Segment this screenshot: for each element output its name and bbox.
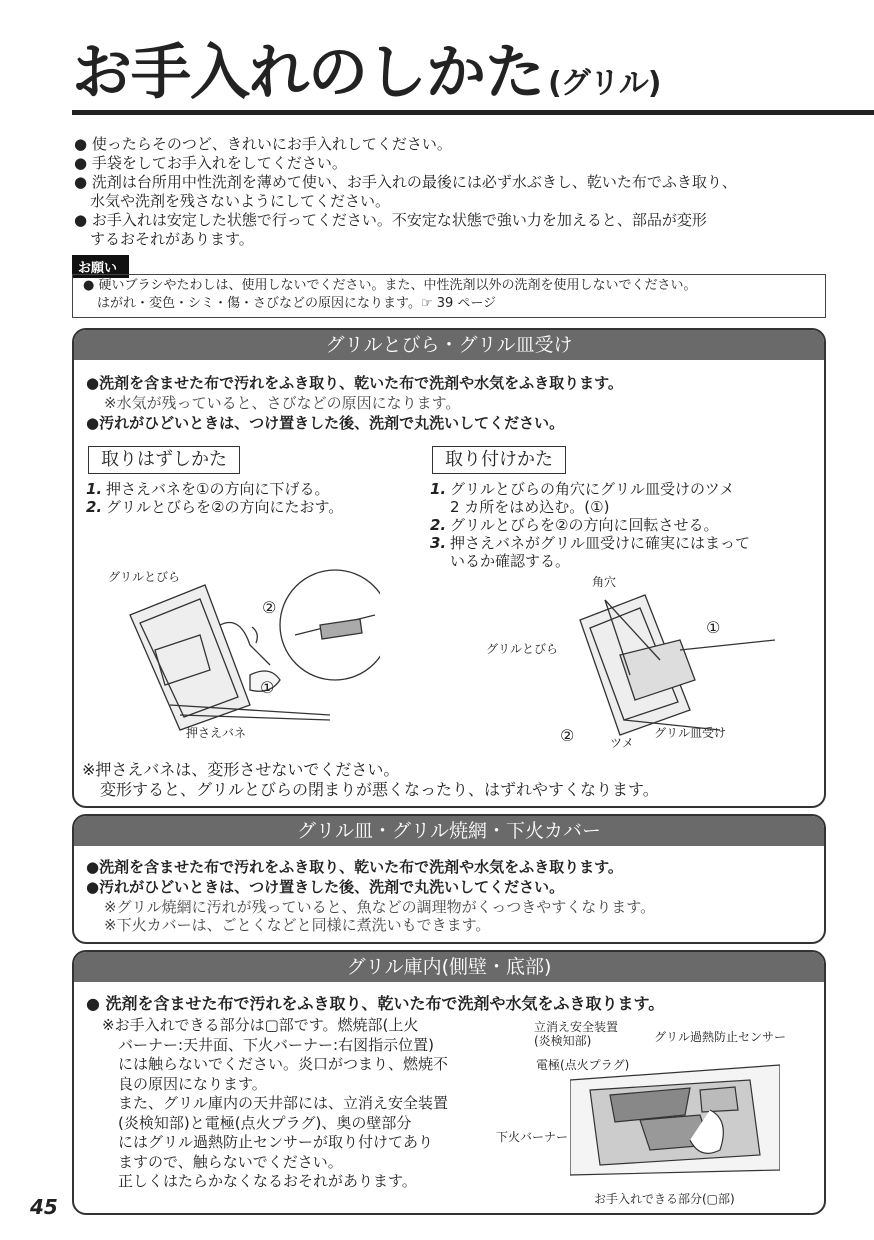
note-line: また、グリル庫内の天井部には、立消え安全装置 <box>118 1094 449 1112</box>
instruction: ●洗剤を含ませた布で汚れをふき取り、乾いた布で洗剤や水気をふき取ります。 <box>86 858 623 876</box>
note-line: ※お手入れできる部分は▢部です。燃焼部(上火 <box>102 1016 419 1034</box>
section-heading: グリルとびら・グリル皿受け <box>74 330 824 360</box>
label-door: グリルとびら <box>486 642 559 656</box>
note-line: 良の原因になります。 <box>118 1074 267 1093</box>
intro-line: ● 使ったらそのつど、きれいにお手入れしてください。 <box>74 135 452 153</box>
remove-heading: 取りはずしかた <box>88 446 240 474</box>
intro-line: ● お手入れは安定した状態で行ってください。不安定な状態で強い力を加えると、部品が変形 <box>74 211 707 229</box>
intro-list <box>74 135 854 249</box>
image-caption: お手入れできる部分(▢部) <box>594 1192 735 1206</box>
label-dir-1: ① <box>260 678 275 697</box>
footnote: ※押さえバネは、変形させないでください。 <box>82 760 400 779</box>
label-hole: 角穴 <box>592 575 617 589</box>
notice-tag: お願い <box>72 255 129 278</box>
page-number: 45 <box>30 1195 58 1219</box>
label-electrode: 電極(点火プラグ) <box>536 1058 630 1072</box>
note-line: にはグリル過熱防止センサーが取り付けてあり <box>118 1133 434 1151</box>
step: いるか確認する。 <box>450 552 571 570</box>
note-line: ますので、触らないでください。 <box>118 1152 343 1171</box>
instruction: ● 洗剤を含ませた布で汚れをふき取り、乾いた布で洗剤や水気をふき取ります。 <box>86 994 665 1013</box>
attach-steps <box>430 480 750 570</box>
notice-box <box>72 274 826 318</box>
title-rule <box>72 110 874 115</box>
label-spring: 押さえバネ <box>186 726 247 740</box>
step: 2. グリルとびらを②の方向に回転させる。 <box>430 516 719 534</box>
step: 2 カ所をはめ込む。(①) <box>450 498 610 516</box>
interior-notes <box>102 1016 448 1192</box>
instruction: ●洗剤を含ませた布で汚れをふき取り、乾いた布で洗剤や水気をふき取ります。 <box>86 374 623 392</box>
label-dir-1: ① <box>706 618 721 637</box>
caution-note: ※下火カバーは、ごとくなどと同様に煮洗いもできます。 <box>104 916 491 934</box>
label-sensor: グリル過熱防止センサー <box>654 1030 787 1044</box>
label-burner: 下火バーナー <box>496 1130 569 1144</box>
note-line: には触らないでください。炎口がつまり、燃焼不 <box>118 1055 449 1073</box>
instruction: ●汚れがひどいときは、つけ置きした後、洗剤で丸洗いしてください。 <box>86 878 565 896</box>
section-heading: グリル皿・グリル焼網・下火カバー <box>74 816 824 846</box>
instruction: ●汚れがひどいときは、つけ置きした後、洗剤で丸洗いしてください。 <box>86 414 565 432</box>
intro-line: するおそれがあります。 <box>90 230 254 248</box>
interior-illustration <box>570 1060 780 1180</box>
notice-line: ● 硬いブラシやたわしは、使用しないでください。また、中性洗剤以外の洗剤を使用しないでください。 <box>83 278 697 293</box>
notice-line: はがれ・変色・シミ・傷・さびなどの原因になります。☞ 39 ページ <box>97 296 497 311</box>
label-safety-device: 立消え安全装置 <box>534 1020 619 1034</box>
footnote: 変形すると、グリルとびらの閉まりが悪くなったり、はずれやすくなります。 <box>100 780 659 799</box>
label-claw: ツメ <box>610 736 634 750</box>
intro-line: ● 洗剤は台所用中性洗剤を薄めて使い、お手入れの最後には必ず水ぶきし、乾いた布でふき取り、 <box>74 173 737 191</box>
intro-line: 水気や洗剤を残さないようにしてください。 <box>90 192 391 210</box>
step: 1. グリルとびらの角穴にグリル皿受けのツメ <box>430 480 735 498</box>
intro-line: ● 手袋をしてお手入れをしてください。 <box>74 154 347 172</box>
note-line: 正しくはたらかなくなるおそれがあります。 <box>118 1172 417 1190</box>
step: 1. 押さえバネを①の方向に下げる。 <box>86 480 330 498</box>
section-heading: グリル庫内(側壁・底部) <box>74 952 824 982</box>
page-title: お手入れのしかた (グリル) <box>72 38 661 108</box>
caution-note: ※グリル焼網に汚れが残っていると、魚などの調理物がくっつきやすくなります。 <box>104 898 656 916</box>
label-door: グリルとびら <box>108 570 181 584</box>
note-line: (炎検知部)と電極(点火プラグ)、奥の壁部分 <box>118 1113 412 1132</box>
label-flame-detector: (炎検知部) <box>534 1034 592 1048</box>
step: 3. 押さえバネがグリル皿受けに確実にはまって <box>430 534 751 552</box>
note-line: バーナー:天井面、下火バーナー:右図指示位置) <box>118 1035 434 1054</box>
label-dir-2: ② <box>560 726 575 745</box>
caution-note: ※水気が残っていると、さびなどの原因になります。 <box>104 394 461 412</box>
page-subtitle: (グリル) <box>548 66 661 101</box>
label-dir-2: ② <box>262 598 277 617</box>
attach-heading: 取り付けかた <box>432 446 566 474</box>
label-tray: グリル皿受け <box>654 726 727 740</box>
step: 2. グリルとびらを②の方向にたおす。 <box>86 498 344 516</box>
remove-steps <box>86 480 343 516</box>
